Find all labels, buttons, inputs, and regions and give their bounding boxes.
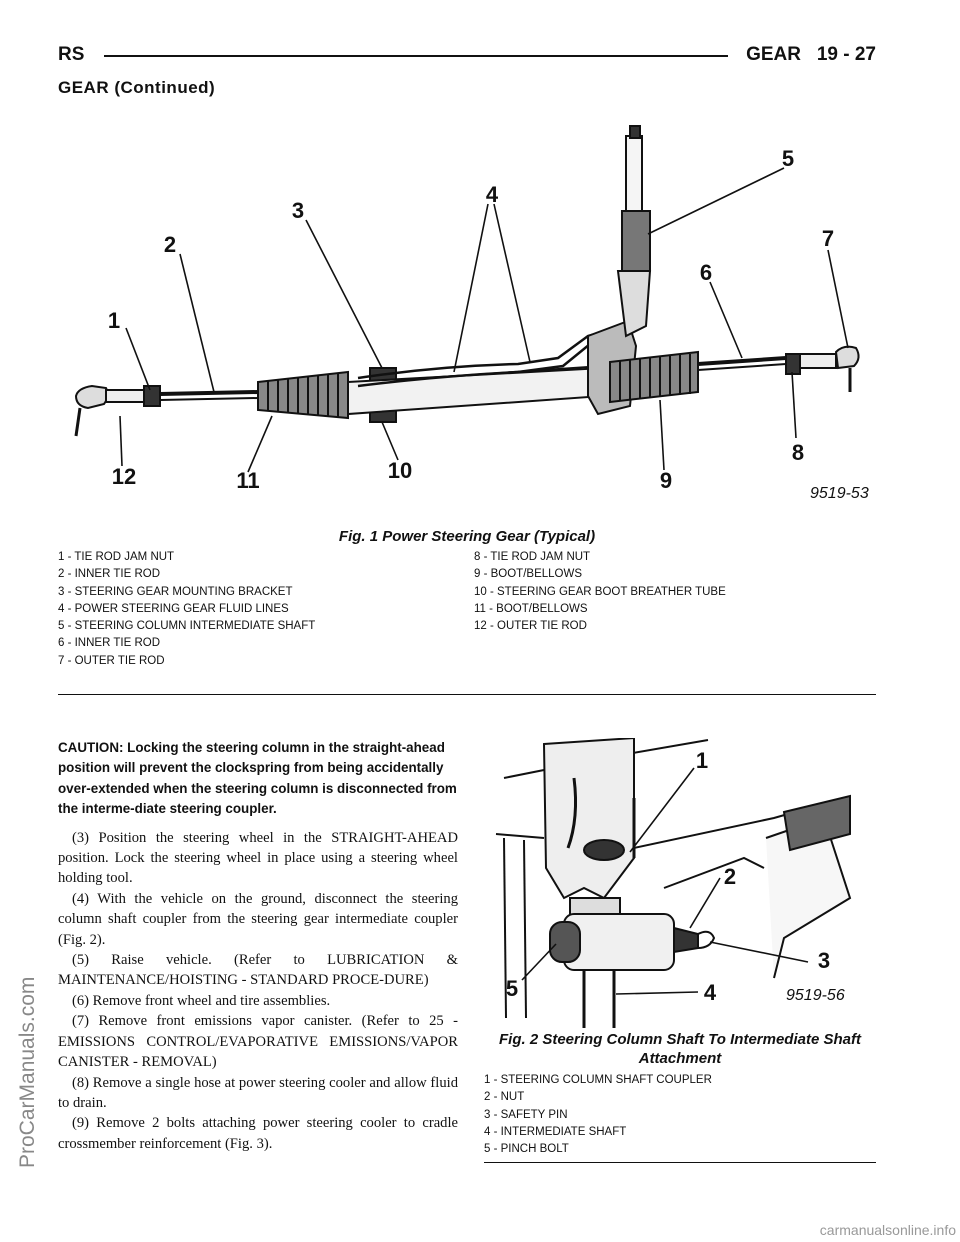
side-watermark: ProCarManuals.com — [16, 976, 39, 1168]
step-4: (4) With the vehicle on the ground, disconnect the steering column shaft coupler from the steering gear intermediate coupler (Fig. 2). — [58, 890, 458, 948]
figure-2-divider — [484, 1162, 876, 1163]
legend-item: 7 - OUTER TIE ROD — [58, 654, 165, 667]
fig1-callout-5: 5 — [781, 146, 795, 171]
bottom-watermark: carmanualsonline.info — [819, 1222, 956, 1238]
fig1-callout-11: 11 — [236, 468, 260, 493]
fig2-callout-1: 1 — [695, 748, 709, 773]
section-continued-title: GEAR (Continued) — [58, 78, 216, 97]
legend-item: 3 - STEERING GEAR MOUNTING BRACKET — [58, 585, 293, 598]
figure-1-divider — [58, 694, 876, 695]
step-6: (6) Remove front wheel and tire assemblies. — [72, 992, 331, 1009]
legend-item: 11 - BOOT/BELLOWS — [474, 602, 588, 615]
header-section: GEAR — [746, 44, 801, 65]
fig1-callout-4: 4 — [485, 182, 499, 207]
legend-item: 8 - TIE ROD JAM NUT — [474, 551, 591, 563]
figure-1-legend-right — [474, 549, 726, 635]
figure-1-illustration — [58, 96, 876, 524]
legend-item: 5 - PINCH BOLT — [484, 1143, 569, 1156]
legend-item: 5 - STEERING COLUMN INTERMEDIATE SHAFT — [58, 620, 316, 633]
header-right — [746, 44, 876, 66]
step-5: (5) Raise vehicle. (Refer to LUBRICATION & MAINTENANCE/HOISTING - STANDARD PROCE-DURE) — [58, 952, 458, 989]
fig2-callout-5: 5 — [505, 976, 519, 1001]
step-7: (7) Remove front emissions vapor canister. (Refer to 25 - EMISSIONS CONTROL/EVAPORATIVE EMISSIONS/VAPOR CANISTER - REMOVAL) — [58, 1013, 458, 1071]
legend-item: 2 - NUT — [484, 1091, 525, 1104]
fig1-callout-7: 7 — [821, 226, 835, 251]
legend-item: 1 - STEERING COLUMN SHAFT COUPLER — [484, 1074, 712, 1086]
figure-2-illustration — [484, 738, 876, 1032]
figure-2-caption: Fig. 2 Steering Column Shaft To Intermediate Shaft Attachment — [499, 1031, 861, 1067]
legend-item: 12 - OUTER TIE ROD — [474, 620, 587, 633]
legend-item: 2 - INNER TIE ROD — [58, 568, 161, 581]
header-rule — [104, 55, 728, 57]
page-header — [58, 44, 876, 70]
procedure-text — [58, 738, 458, 1154]
fig1-callout-8: 8 — [791, 440, 805, 465]
fig1-figure-code: 9519-53 — [810, 485, 869, 502]
legend-item: 4 - INTERMEDIATE SHAFT — [484, 1125, 627, 1138]
legend-item: 3 - SAFETY PIN — [484, 1108, 568, 1121]
legend-item: 10 - STEERING GEAR BOOT BREATHER TUBE — [474, 585, 726, 598]
figure-1-legend-left — [58, 549, 315, 670]
figure-1-caption: Fig. 1 Power Steering Gear (Typical) — [338, 528, 596, 545]
header-page-number: 19 - 27 — [816, 44, 876, 65]
figure-2-legend — [484, 1072, 712, 1158]
legend-item: 4 - POWER STEERING GEAR FLUID LINES — [58, 602, 289, 615]
fig1-callout-1: 1 — [107, 308, 121, 333]
caution-note: CAUTION: Locking the steering column in the straight-ahead position will prevent the clockspring from being accidentally over-extended when the steering column is disconnected from the interme-diate steering coupler. — [58, 740, 457, 817]
fig1-callout-2: 2 — [163, 232, 177, 257]
fig1-callout-6: 6 — [699, 260, 713, 285]
fig2-callout-2: 2 — [723, 864, 737, 889]
header-left: RS — [58, 44, 85, 65]
step-3: (3) Position the steering wheel in the STRAIGHT-AHEAD position. Lock the steering wheel in place using a steering wheel holding tool. — [58, 829, 458, 887]
legend-item: 9 - BOOT/BELLOWS — [474, 568, 582, 581]
legend-item: 6 - INNER TIE ROD — [58, 637, 161, 650]
step-8: (8) Remove a single hose at power steering cooler and allow fluid to drain. — [58, 1074, 458, 1111]
step-9: (9) Remove 2 bolts attaching power steering cooler to cradle crossmember reinforcement (Fig. 3). — [58, 1115, 458, 1152]
fig2-figure-code: 9519-56 — [786, 987, 845, 1004]
fig2-callout-4: 4 — [703, 980, 717, 1005]
fig1-callout-9: 9 — [659, 468, 673, 493]
fig1-callout-3: 3 — [291, 198, 305, 223]
fig2-callout-3: 3 — [817, 948, 831, 973]
fig1-callout-12: 12 — [111, 464, 137, 489]
fig1-callout-10: 10 — [387, 458, 413, 483]
legend-item: 1 - TIE ROD JAM NUT — [58, 551, 175, 563]
